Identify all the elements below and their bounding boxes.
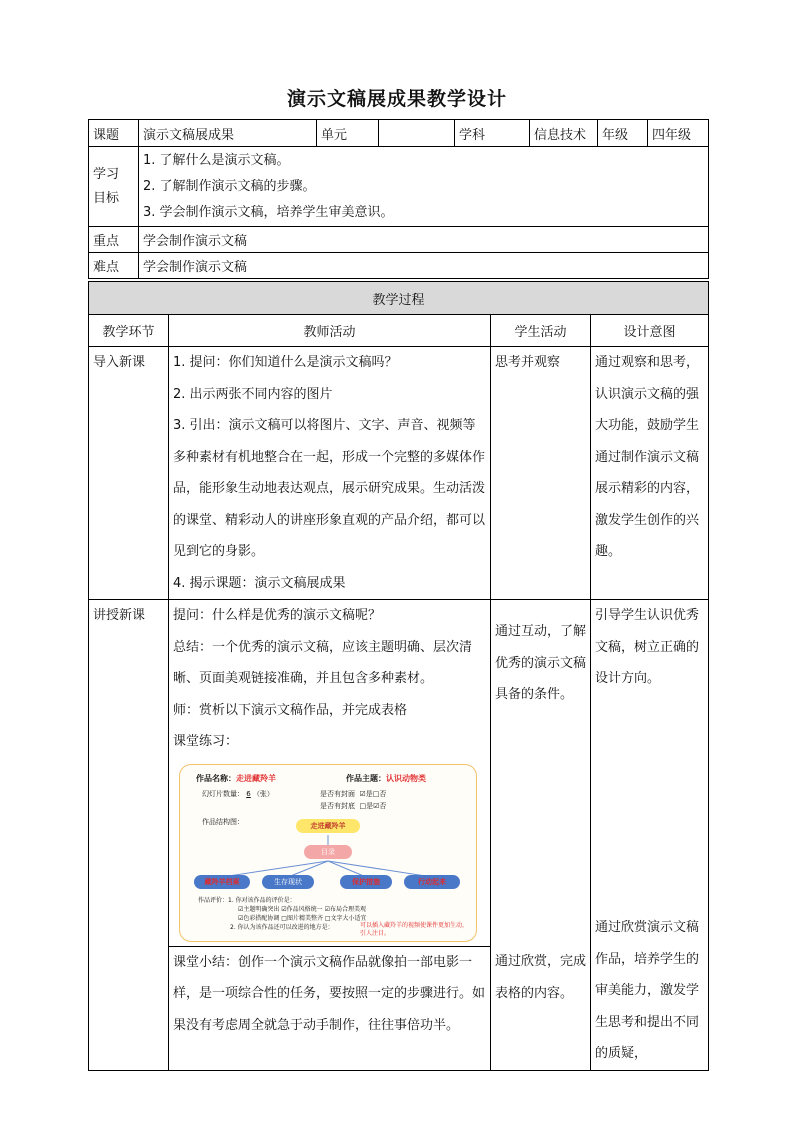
subject-label: 学科 xyxy=(455,120,530,147)
lecture-intent-bottom: 通过欣赏演示文稿作品，培养学生的审美能力，激发学生思考和提出不同的质疑， xyxy=(591,946,709,1070)
col-student: 学生活动 xyxy=(491,315,591,347)
eval-question2: 2. 你认为该作品还可以改进的地方是： xyxy=(230,923,334,931)
page-title: 演示文稿展成果教学设计 xyxy=(286,88,507,110)
lecture-intent-top: 引导学生认识优秀文稿，树立正确的设计方向。 xyxy=(591,600,709,947)
goal-item: 3. 学会制作演示文稿，培养学生审美意识。 xyxy=(143,204,394,220)
intro-stage: 导入新课 xyxy=(89,347,169,600)
goals-list xyxy=(139,147,709,227)
col-intent: 设计意图 xyxy=(591,315,709,347)
difficulty-label: 难点 xyxy=(89,253,139,279)
unit-label: 单元 xyxy=(317,120,379,147)
key-value: 学会制作演示文稿 xyxy=(139,227,709,253)
col-teacher: 教师活动 xyxy=(169,315,491,347)
lecture-student-bottom: 通过欣赏，完成表格的内容。 xyxy=(491,946,591,1070)
work-name: 作品名称：走进藏羚羊 xyxy=(196,773,276,783)
grade-value: 四年级 xyxy=(648,120,709,147)
toc-node: 目录 xyxy=(304,845,352,859)
lecture-teacher-bottom: 课堂小结：创作一个演示文稿作品就像拍一部电影一样，是一项综合性的任务，要按照一定的步骤进行。如果没有考虑周全就急于动手制作，往往事倍功半。 xyxy=(169,946,491,1070)
leaf-node: 保护措施 xyxy=(340,875,392,889)
leaf-node: 行动起来 xyxy=(404,875,460,889)
col-stage: 教学环节 xyxy=(89,315,169,347)
worksheet-figure xyxy=(179,764,477,942)
goal-item: 1. 了解什么是演示文稿。 xyxy=(143,152,290,168)
subject-value: 信息技术 xyxy=(530,120,598,147)
eval-title: 作品评价：1. 你对该作品的评价是： xyxy=(198,896,296,904)
eval-answer: 可以插入藏羚羊的视频使课件更加生动，引人注目。 xyxy=(360,921,469,937)
difficulty-value: 学会制作演示文稿 xyxy=(139,253,709,279)
leaf-node: 生存现状 xyxy=(262,875,314,889)
key-label: 重点 xyxy=(89,227,139,253)
topic-label: 课题 xyxy=(89,120,139,147)
goals-label: 学习目标 xyxy=(89,147,139,227)
lecture-stage: 讲授新课 xyxy=(89,600,169,1071)
cover-question: 是否有封面 ☑是□否 xyxy=(320,789,387,798)
process-table xyxy=(88,281,709,1071)
slides-count: 幻灯片数量： 6 （张） xyxy=(202,789,274,798)
eval-row1: ☑主题明确突出 ☑作品风格统一 ☑布局合理美观 xyxy=(238,905,366,913)
back-question: 是否有封底 □是☑否 xyxy=(320,801,387,810)
process-header: 教学过程 xyxy=(89,282,709,315)
work-theme: 作品主题：认识动物类 xyxy=(346,773,426,783)
lecture-teacher-top: 提问：什么样是优秀的演示文稿呢？ 总结：一个优秀的演示文稿，应该主题明确、层次清晰、页面美观链接准确，并且包含多种素材。 师：赏析以下演示文稿作品，并完成表格 课堂练习： 作品名称：走进藏羚羊 作品主题：认识动物类 幻灯片数量： 6 （张） 是否有封面 ☑是□否 是否有封底 □是☑否 作品结构图： 走进藏羚羊 目录 藏羚羊档案 生存现状 保护措施 行动起来 作品评价：1. 你对该作品的评价是： ☑主题明确突出 ☑作品风格统一 ☑布局合理美观 ☑色彩搭配协调 □图片精美整齐 □文字大小适宜 2. 你认为该作品还可以改进的地方是： 可以插入藏羚羊的视频使课件更加生动，引人注目。 xyxy=(169,600,491,947)
topic-value: 演示文稿展成果 xyxy=(139,120,317,147)
goal-item: 2. 了解制作演示文稿的步骤。 xyxy=(143,178,316,194)
leaf-node: 藏羚羊档案 xyxy=(194,875,250,889)
eval-row2: ☑色彩搭配协调 □图片精美整齐 □文字大小适宜 xyxy=(238,914,367,922)
unit-value xyxy=(379,120,455,147)
lecture-student-top: 通过互动，了解优秀的演示文稿具备的条件。 xyxy=(491,600,591,947)
grade-label: 年级 xyxy=(598,120,648,147)
intro-teacher: 1. 提问：你们知道什么是演示文稿吗？ 2. 出示两张不同内容的图片 3. 引出：演示文稿可以将图片、文字、声音、视频等多种素材有机地整合在一起，形成一个完整的多媒体作品，能形象生动地表达观点，展示研究成果。生动活泼的课堂、精彩动人的讲座形象直观的产品介绍，都可以见到它的身影。 4. 揭示课题：演示文稿展成果 xyxy=(169,347,491,600)
intro-student: 思考并观察 xyxy=(491,347,591,600)
basic-info-table xyxy=(88,119,709,279)
structure-label: 作品结构图： xyxy=(202,817,244,826)
intro-intent: 通过观察和思考，认识演示文稿的强大功能，鼓励学生通过制作演示文稿展示精彩的内容，激发学生创作的兴趣。 xyxy=(591,347,709,600)
root-node: 走进藏羚羊 xyxy=(296,819,360,833)
